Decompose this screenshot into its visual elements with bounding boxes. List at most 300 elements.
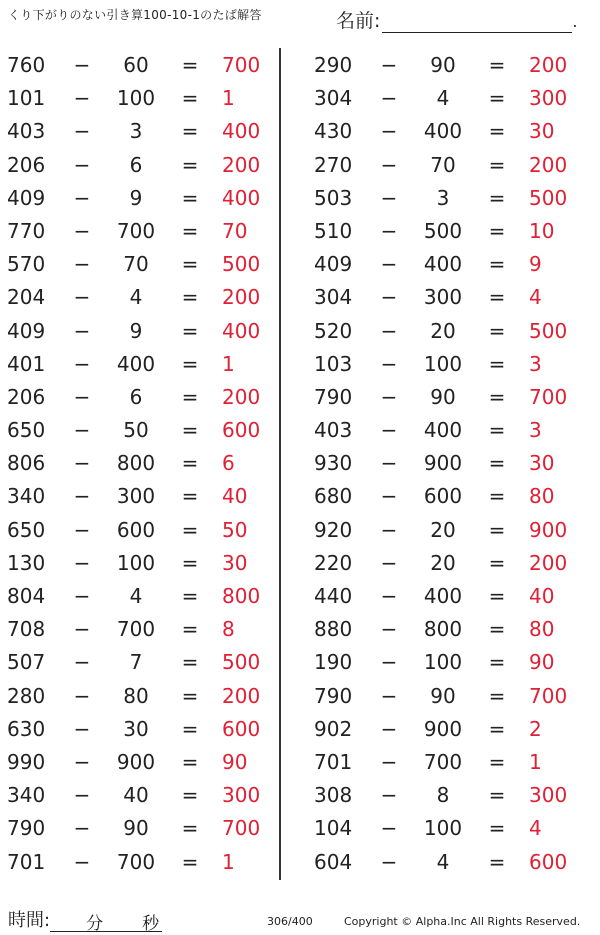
answer: 9 (529, 252, 542, 277)
equals-sign: = (181, 285, 199, 310)
subtrahend: 100 (423, 816, 463, 841)
answer: 1 (222, 849, 235, 874)
minuend: 880 (314, 617, 353, 642)
answer: 30 (529, 119, 555, 144)
equals-sign: = (181, 218, 199, 243)
subtrahend: 7 (129, 650, 143, 675)
subtrahend: 20 (430, 318, 456, 343)
equals-sign: = (488, 351, 506, 376)
subtrahend: 100 (423, 351, 463, 376)
subtrahend: 400 (423, 252, 463, 277)
answer: 300 (529, 783, 568, 808)
minuend: 280 (7, 683, 46, 708)
answer: 1 (222, 86, 235, 111)
problem-row (0, 315, 280, 348)
subtrahend: 6 (129, 384, 143, 409)
subtrahend: 4 (436, 849, 450, 874)
subtrahend: 3 (129, 119, 143, 144)
subtrahend: 100 (116, 550, 156, 575)
problem-row (307, 713, 587, 746)
equals-sign: = (181, 683, 199, 708)
equals-sign: = (488, 550, 506, 575)
problem-row (307, 846, 587, 879)
problem-row (0, 348, 280, 381)
subtrahend: 4 (129, 584, 143, 608)
minuend: 930 (314, 451, 353, 476)
answer: 70 (222, 218, 248, 243)
minus-sign: − (380, 683, 398, 708)
minuend: 430 (314, 119, 353, 144)
subtrahend: 9 (129, 185, 143, 210)
problem-row (0, 480, 280, 513)
answer: 300 (529, 86, 568, 111)
answer: 700 (222, 53, 261, 77)
answer: 4 (529, 816, 542, 841)
equals-sign: = (181, 517, 199, 542)
problem-row (0, 49, 280, 82)
equals-sign: = (488, 86, 506, 111)
answer: 40 (222, 484, 248, 509)
minuend: 440 (314, 584, 353, 608)
minuend: 206 (7, 152, 46, 177)
minus-sign: − (380, 53, 398, 77)
answer: 200 (222, 683, 261, 708)
minuend: 103 (314, 351, 353, 376)
problem-row (0, 182, 280, 215)
problem-row (0, 82, 280, 115)
page-number: 306/400 (267, 915, 313, 928)
equals-sign: = (488, 152, 506, 177)
minus-sign: − (380, 749, 398, 774)
minuend: 270 (314, 152, 353, 177)
equals-sign: = (181, 849, 199, 874)
minus-sign: − (380, 849, 398, 874)
problem-row (0, 215, 280, 248)
minus-sign: − (73, 650, 91, 675)
minus-sign: − (73, 119, 91, 144)
subtrahend: 30 (123, 716, 149, 741)
problem-row (0, 613, 280, 646)
minuend: 403 (7, 119, 46, 144)
answer: 6 (222, 451, 235, 476)
problem-row (0, 447, 280, 480)
minus-sign: − (73, 318, 91, 343)
problem-row (307, 315, 587, 348)
subtrahend: 90 (430, 53, 456, 77)
subtrahend: 500 (423, 218, 463, 243)
answer: 8 (222, 617, 235, 642)
subtrahend: 70 (123, 252, 149, 277)
problem-row (307, 348, 587, 381)
minus-sign: − (73, 285, 91, 310)
minus-sign: − (380, 185, 398, 210)
minus-sign: − (380, 418, 398, 443)
subtrahend: 800 (116, 451, 156, 476)
equals-sign: = (488, 252, 506, 277)
subtrahend: 900 (423, 451, 463, 476)
time-label: 時間: (8, 910, 51, 931)
problem-row (0, 779, 280, 812)
minuend: 304 (314, 285, 353, 310)
name-end-mark: . (572, 12, 578, 31)
minus-sign: − (380, 384, 398, 409)
problem-row (0, 381, 280, 414)
subtrahend: 40 (123, 783, 149, 808)
minuend: 101 (7, 86, 46, 111)
equals-sign: = (181, 584, 199, 608)
minuend: 630 (7, 716, 46, 741)
minuend: 790 (314, 384, 353, 409)
minus-sign: − (380, 351, 398, 376)
problem-row (307, 281, 587, 314)
subtrahend: 50 (123, 418, 149, 443)
minuend: 520 (314, 318, 353, 343)
problem-row (307, 680, 587, 713)
subtrahend: 400 (116, 351, 156, 376)
problem-row (0, 115, 280, 148)
equals-sign: = (181, 617, 199, 642)
subtrahend: 700 (116, 617, 156, 642)
problem-row (307, 613, 587, 646)
minuend: 701 (7, 849, 46, 874)
equals-sign: = (181, 550, 199, 575)
subtrahend: 8 (436, 783, 450, 808)
left-problem-column (0, 49, 280, 879)
equals-sign: = (181, 53, 199, 77)
minus-sign: − (73, 53, 91, 77)
problem-row (0, 547, 280, 580)
answer: 200 (222, 285, 261, 310)
equals-sign: = (181, 318, 199, 343)
problem-row (0, 281, 280, 314)
answer: 500 (529, 318, 568, 343)
problem-row (307, 248, 587, 281)
minuend: 401 (7, 351, 46, 376)
answer: 400 (222, 119, 261, 144)
minuend: 990 (7, 749, 46, 774)
subtrahend: 700 (116, 218, 156, 243)
minus-sign: − (380, 119, 398, 144)
problem-row (307, 182, 587, 215)
minuend: 650 (7, 418, 46, 443)
equals-sign: = (181, 152, 199, 177)
subtrahend: 400 (423, 584, 463, 608)
minuend: 130 (7, 550, 46, 575)
minutes-label: 分 (86, 914, 104, 934)
equals-sign: = (181, 716, 199, 741)
minus-sign: − (380, 152, 398, 177)
seconds-label: 秒 (142, 914, 160, 934)
equals-sign: = (488, 53, 506, 77)
minuend: 806 (7, 451, 46, 476)
answer: 3 (529, 418, 542, 443)
subtrahend: 90 (430, 384, 456, 409)
subtrahend: 60 (123, 53, 149, 77)
problem-row (307, 115, 587, 148)
equals-sign: = (181, 418, 199, 443)
answer: 30 (529, 451, 555, 476)
problem-row (307, 779, 587, 812)
problem-row (307, 646, 587, 679)
equals-sign: = (488, 285, 506, 310)
problem-row (0, 680, 280, 713)
equals-sign: = (181, 816, 199, 841)
subtrahend: 900 (116, 749, 156, 774)
minus-sign: − (73, 152, 91, 177)
answer: 4 (529, 285, 542, 310)
problem-row (307, 381, 587, 414)
minus-sign: − (73, 816, 91, 841)
subtrahend: 600 (116, 517, 156, 542)
problem-row (307, 514, 587, 547)
minuend: 760 (7, 53, 46, 77)
minuend: 804 (7, 584, 46, 608)
subtrahend: 700 (423, 749, 463, 774)
equals-sign: = (488, 517, 506, 542)
problem-row (0, 149, 280, 182)
equals-sign: = (181, 650, 199, 675)
minus-sign: − (380, 816, 398, 841)
time-blank-line (50, 909, 162, 932)
equals-sign: = (488, 816, 506, 841)
minus-sign: − (380, 550, 398, 575)
minuend: 409 (7, 185, 46, 210)
subtrahend: 3 (436, 185, 450, 210)
answer: 900 (529, 517, 568, 542)
equals-sign: = (181, 119, 199, 144)
minus-sign: − (380, 86, 398, 111)
equals-sign: = (181, 384, 199, 409)
right-problem-column (307, 49, 587, 879)
problem-row (0, 812, 280, 845)
equals-sign: = (488, 185, 506, 210)
equals-sign: = (488, 849, 506, 874)
minus-sign: − (380, 451, 398, 476)
equals-sign: = (488, 716, 506, 741)
subtrahend: 100 (423, 650, 463, 675)
minus-sign: − (73, 783, 91, 808)
minuend: 340 (7, 484, 46, 509)
copyright-notice: Copyright © Alpha.Inc All Rights Reserved. (344, 915, 581, 928)
problem-row (307, 746, 587, 779)
answer: 800 (222, 584, 261, 608)
answer: 300 (222, 783, 261, 808)
subtrahend: 90 (123, 816, 149, 841)
minuend: 708 (7, 617, 46, 642)
minus-sign: − (73, 617, 91, 642)
minus-sign: − (73, 451, 91, 476)
problem-row (0, 414, 280, 447)
subtrahend: 70 (430, 152, 456, 177)
minuend: 680 (314, 484, 353, 509)
answer: 2 (529, 716, 542, 741)
equals-sign: = (488, 617, 506, 642)
worksheet-title: くり下がりのない引き算100-10-1のたば解答 (8, 8, 262, 22)
answer: 600 (222, 418, 261, 443)
minuend: 604 (314, 849, 353, 874)
answer: 600 (529, 849, 568, 874)
answer: 40 (529, 584, 555, 608)
minus-sign: − (73, 218, 91, 243)
answer: 200 (222, 384, 261, 409)
minuend: 290 (314, 53, 353, 77)
minus-sign: − (73, 484, 91, 509)
answer: 500 (529, 185, 568, 210)
minuend: 206 (7, 384, 46, 409)
minuend: 790 (7, 816, 46, 841)
minus-sign: − (73, 252, 91, 277)
equals-sign: = (488, 683, 506, 708)
equals-sign: = (488, 418, 506, 443)
minus-sign: − (380, 517, 398, 542)
problem-row (307, 82, 587, 115)
minuend: 403 (314, 418, 353, 443)
problem-row (0, 646, 280, 679)
equals-sign: = (488, 650, 506, 675)
answer: 1 (529, 749, 542, 774)
answer: 200 (529, 53, 568, 77)
minus-sign: − (380, 218, 398, 243)
minus-sign: − (73, 716, 91, 741)
problem-row (307, 547, 587, 580)
minus-sign: − (380, 617, 398, 642)
problem-row (0, 713, 280, 746)
subtrahend: 700 (116, 849, 156, 874)
minuend: 701 (314, 749, 353, 774)
equals-sign: = (488, 119, 506, 144)
answer: 90 (222, 749, 248, 774)
name-field (336, 6, 578, 33)
minus-sign: − (73, 550, 91, 575)
answer: 600 (222, 716, 261, 741)
minus-sign: − (73, 849, 91, 874)
minuend: 770 (7, 218, 46, 243)
minuend: 204 (7, 285, 46, 310)
subtrahend: 4 (436, 86, 450, 111)
minus-sign: − (73, 749, 91, 774)
time-field (8, 906, 162, 932)
equals-sign: = (181, 351, 199, 376)
minus-sign: − (380, 252, 398, 277)
minuend: 409 (7, 318, 46, 343)
answer: 1 (222, 351, 235, 376)
name-blank-line (382, 12, 572, 33)
minuend: 920 (314, 517, 353, 542)
minus-sign: − (380, 318, 398, 343)
subtrahend: 900 (423, 716, 463, 741)
answer: 200 (529, 152, 568, 177)
problem-row (307, 447, 587, 480)
answer: 200 (529, 550, 568, 575)
problem-row (307, 812, 587, 845)
minus-sign: − (73, 384, 91, 409)
minuend: 220 (314, 550, 353, 575)
minuend: 190 (314, 650, 353, 675)
minuend: 340 (7, 783, 46, 808)
minuend: 104 (314, 816, 353, 841)
subtrahend: 300 (423, 285, 463, 310)
answer: 700 (222, 816, 261, 841)
subtrahend: 6 (129, 152, 143, 177)
equals-sign: = (488, 218, 506, 243)
answer: 10 (529, 218, 555, 243)
subtrahend: 20 (430, 517, 456, 542)
minus-sign: − (73, 185, 91, 210)
equals-sign: = (181, 484, 199, 509)
equals-sign: = (488, 584, 506, 608)
subtrahend: 400 (423, 119, 463, 144)
minuend: 507 (7, 650, 46, 675)
subtrahend: 300 (116, 484, 156, 509)
equals-sign: = (488, 749, 506, 774)
minus-sign: − (73, 683, 91, 708)
problem-row (0, 846, 280, 879)
minuend: 570 (7, 252, 46, 277)
minus-sign: − (73, 517, 91, 542)
name-label: 名前: (336, 10, 381, 32)
equals-sign: = (488, 384, 506, 409)
equals-sign: = (181, 185, 199, 210)
minuend: 308 (314, 783, 353, 808)
answer: 400 (222, 185, 261, 210)
answer: 400 (222, 318, 261, 343)
minuend: 790 (314, 683, 353, 708)
equals-sign: = (181, 86, 199, 111)
problem-row (307, 215, 587, 248)
subtrahend: 100 (116, 86, 156, 111)
minus-sign: − (73, 584, 91, 608)
minus-sign: − (73, 418, 91, 443)
problem-row (0, 580, 280, 613)
answer: 80 (529, 617, 555, 642)
equals-sign: = (181, 783, 199, 808)
minus-sign: − (73, 351, 91, 376)
answer: 3 (529, 351, 542, 376)
problem-row (307, 480, 587, 513)
minus-sign: − (380, 285, 398, 310)
answer: 700 (529, 384, 568, 409)
subtrahend: 20 (430, 550, 456, 575)
answer: 200 (222, 152, 261, 177)
equals-sign: = (181, 749, 199, 774)
equals-sign: = (181, 252, 199, 277)
subtrahend: 9 (129, 318, 143, 343)
answer: 50 (222, 517, 248, 542)
answer: 500 (222, 650, 261, 675)
minuend: 510 (314, 218, 353, 243)
minus-sign: − (380, 783, 398, 808)
problem-row (0, 514, 280, 547)
minuend: 902 (314, 716, 353, 741)
minuend: 304 (314, 86, 353, 111)
minus-sign: − (380, 584, 398, 608)
subtrahend: 600 (423, 484, 463, 509)
minus-sign: − (73, 86, 91, 111)
minuend: 650 (7, 517, 46, 542)
equals-sign: = (488, 484, 506, 509)
problem-row (0, 248, 280, 281)
subtrahend: 80 (123, 683, 149, 708)
subtrahend: 4 (129, 285, 143, 310)
equals-sign: = (488, 451, 506, 476)
equals-sign: = (488, 318, 506, 343)
answer: 90 (529, 650, 555, 675)
answer: 30 (222, 550, 248, 575)
minuend: 409 (314, 252, 353, 277)
problem-row (0, 746, 280, 779)
problem-row (307, 580, 587, 613)
minuend: 503 (314, 185, 353, 210)
